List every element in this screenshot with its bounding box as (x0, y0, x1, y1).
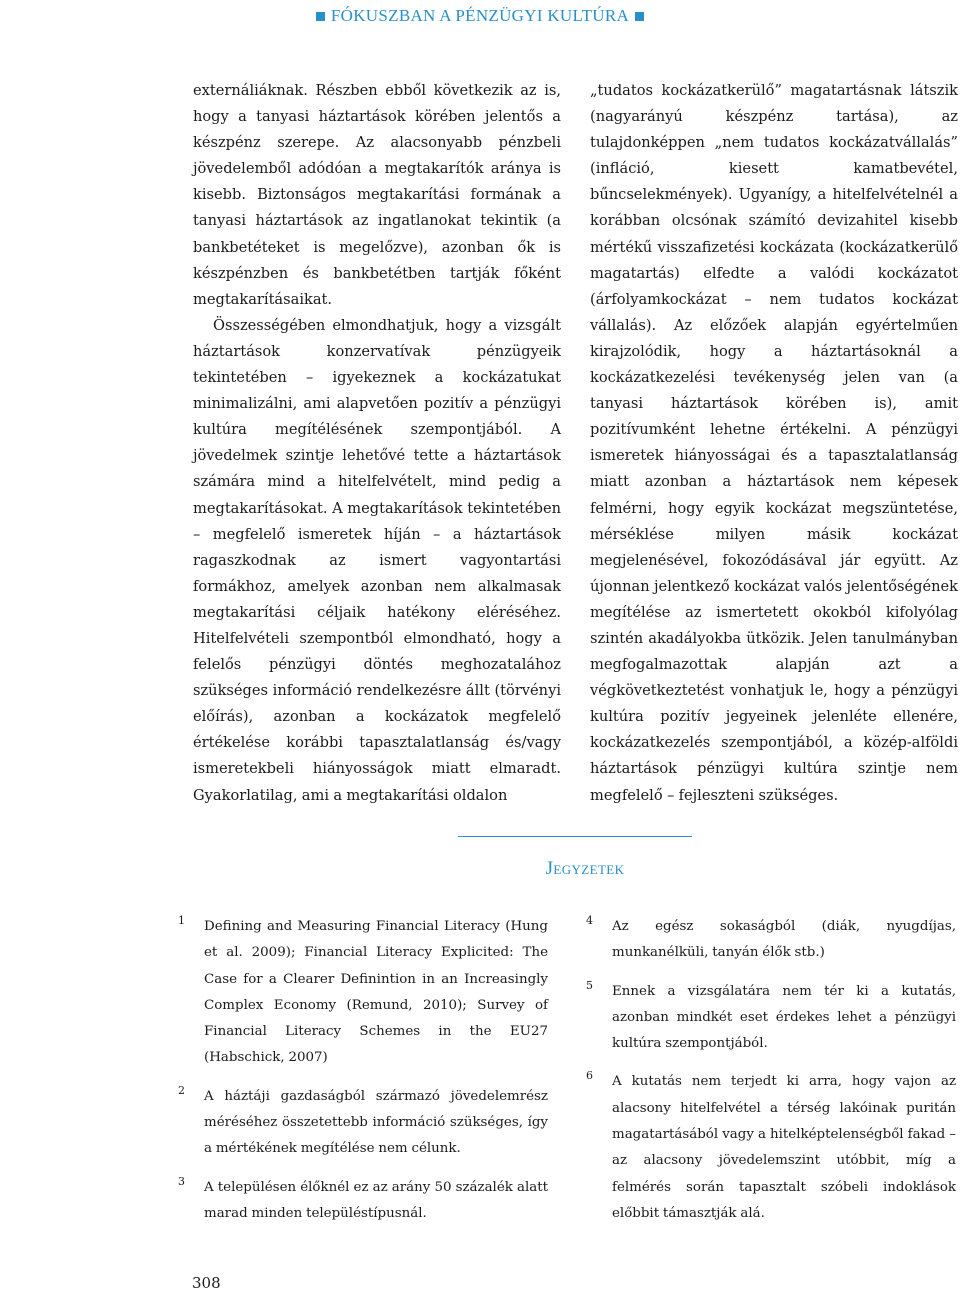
paragraph: Összességében elmondhatjuk, hogy a vizsgált háztartások konzervatívak pénzügyeik tekintetében – igyekeznek a kockázatukat minimalizálni, ami alapvetően pozitív a pénzügyi kultúra megítélésének szempontjából. A jövedelmek szintje lehetővé tette a háztartások számára mind a hitelfelvételt, mind pedig a megtakarításokat. A megtakarítások tekintetében – megfelelő ismeretek híján – a háztartások ragaszkodnak az ismert vagyontartási formákhoz, amelyek azonban nem alkalmasak megtakarítási céljaik hatékony eléréséhez. Hitelfelvételi szempontból elmondható, hogy a felelős pénzügyi döntés meghozatalához szükséges információ rendelkezésre állt (törvényi előírás), azonban a kockázatok megfelelő értékelése korábbi tapasztalatlanság és/vagy ismeretekbeli hiányosságok miatt elmaradt. Gyakorlatilag, ami a megtakarítási oldalon (193, 316, 561, 804)
footnotes-left (178, 914, 548, 1239)
footnote-text: A háztáji gazdaságból származó jövedelemrész méréséhez összetettebb információ szükséges, így a mértékének megítélése nem célunk. (204, 1088, 548, 1157)
square-bullet-icon (316, 12, 325, 21)
footnote-number: 6 (586, 1069, 593, 1083)
footnote-text: Ennek a vizsgálatára nem tér ki a kutatás, azonban mindkét eset érdekes lehet a pénzügyi kultúra szempontjából. (612, 983, 956, 1052)
footnote-text: Defining and Measuring Financial Literacy (Hung et al. 2009); Financial Literacy Explicited: The Case for a Clearer Definintion in an Increasingly Complex Economy (Remund, 2010); Survey of Financial Literacy Schemes in the EU27 (Habschick, 2007) (204, 919, 548, 1066)
footnote-number: 3 (178, 1174, 185, 1188)
footnote-number: 1 (178, 914, 185, 927)
footnote (586, 979, 956, 1058)
footnote (178, 1084, 548, 1163)
footnote (586, 914, 956, 967)
section-divider (458, 836, 692, 837)
square-bullet-icon (635, 12, 644, 21)
right-column (590, 78, 958, 809)
notes-heading: Jegyzetek (545, 858, 625, 879)
paragraph: „tudatos kockázatkerülő” magatartásnak látszik (nagyarányú készpénz tartása), az tulajdonképpen „nem tudatos kockázatvállalás” (infláció, kiesett kamatbevétel, bűncselekmények). Ugyanígy, a hitelfelvételnél a korábban olcsónak számító devizahitel kisebb mértékű visszafizetési kockázata (kockázatkerülő magatartás) elfedte a valódi kockázatot (árfolyamkockázat – nem tudatos kockázat vállalás). Az előzőek alapján egyértelműen kirajzolódik, hogy a háztartásoknál a kockázatkezelési tevékenység jelen van (a tanyasi háztartások körében is), amit pozitívumként lehetne értékelni. A pénzügyi ismeretek hiányosságai és a tapasztalatlanság miatt azonban a háztartások nem képesek felmérni, hogy egyik kockázat megszüntetése, mérséklése milyen másik kockázat megjelenésével, fokozódásával jár együtt. Az újonnan jelentkező kockázat valós jelentőségének megítélése az ismertetett okokból kifolyólag szintén akadályokba ütközik. Jelen tanulmányban megfogalmazottak alapján azt a végkövetkeztetést vonhatjuk le, hogy a pénzügyi kultúra pozitív jegyeinek jelenléte ellenére, kockázatkezelés szempontjából, a közép-alföldi háztartások pénzügyi kultúra szintje nem megfelelő – fejleszteni szükséges. (590, 82, 958, 804)
footnote (178, 914, 548, 1072)
footnote-text: A kutatás nem terjedt ki arra, hogy vajon az alacsony hitelfelvétel a térség lakóinak puritán magatartásából vagy a hitelképtelenségből fakad – az alacsony jövedelemszint utóbbit, míg a felmérés során tapasztalt szóbeli indoklások előbbit támasztják alá. (612, 1074, 956, 1221)
page-number: 308 (192, 1274, 221, 1292)
footnote-text: Az egész sokaságból (diák, nyugdíjas, munkanélküli, tanyán élők stb.) (612, 919, 956, 961)
running-header (0, 6, 960, 26)
paragraph: externáliáknak. Részben ebből következik az is, hogy a tanyasi háztartások körében jelentős a készpénz szerepe. Az alacsonyabb pénzbeli jövedelemből adódóan a megtakarítók aránya is kisebb. Biztonságos megtakarítási formának a tanyasi háztartások az ingatlanokat tekintik (a bankbetéteket is megelőzve), azonban ők is készpénzben és bankbetétben tartják főként megtakarításaikat. (193, 82, 561, 308)
footnote-number: 2 (178, 1083, 185, 1097)
footnotes-right (586, 914, 956, 1239)
footnote (178, 1175, 548, 1228)
footnote (586, 1069, 956, 1227)
header-title: FÓKUSZBAN A PÉNZÜGYI KULTÚRA (330, 6, 630, 25)
footnote-text: A településen élőknél ez az arány 50 százalék alatt marad minden településtípusnál. (204, 1179, 548, 1221)
footnote-number: 5 (586, 978, 593, 992)
left-column (193, 78, 561, 809)
footnote-number: 4 (586, 914, 593, 927)
